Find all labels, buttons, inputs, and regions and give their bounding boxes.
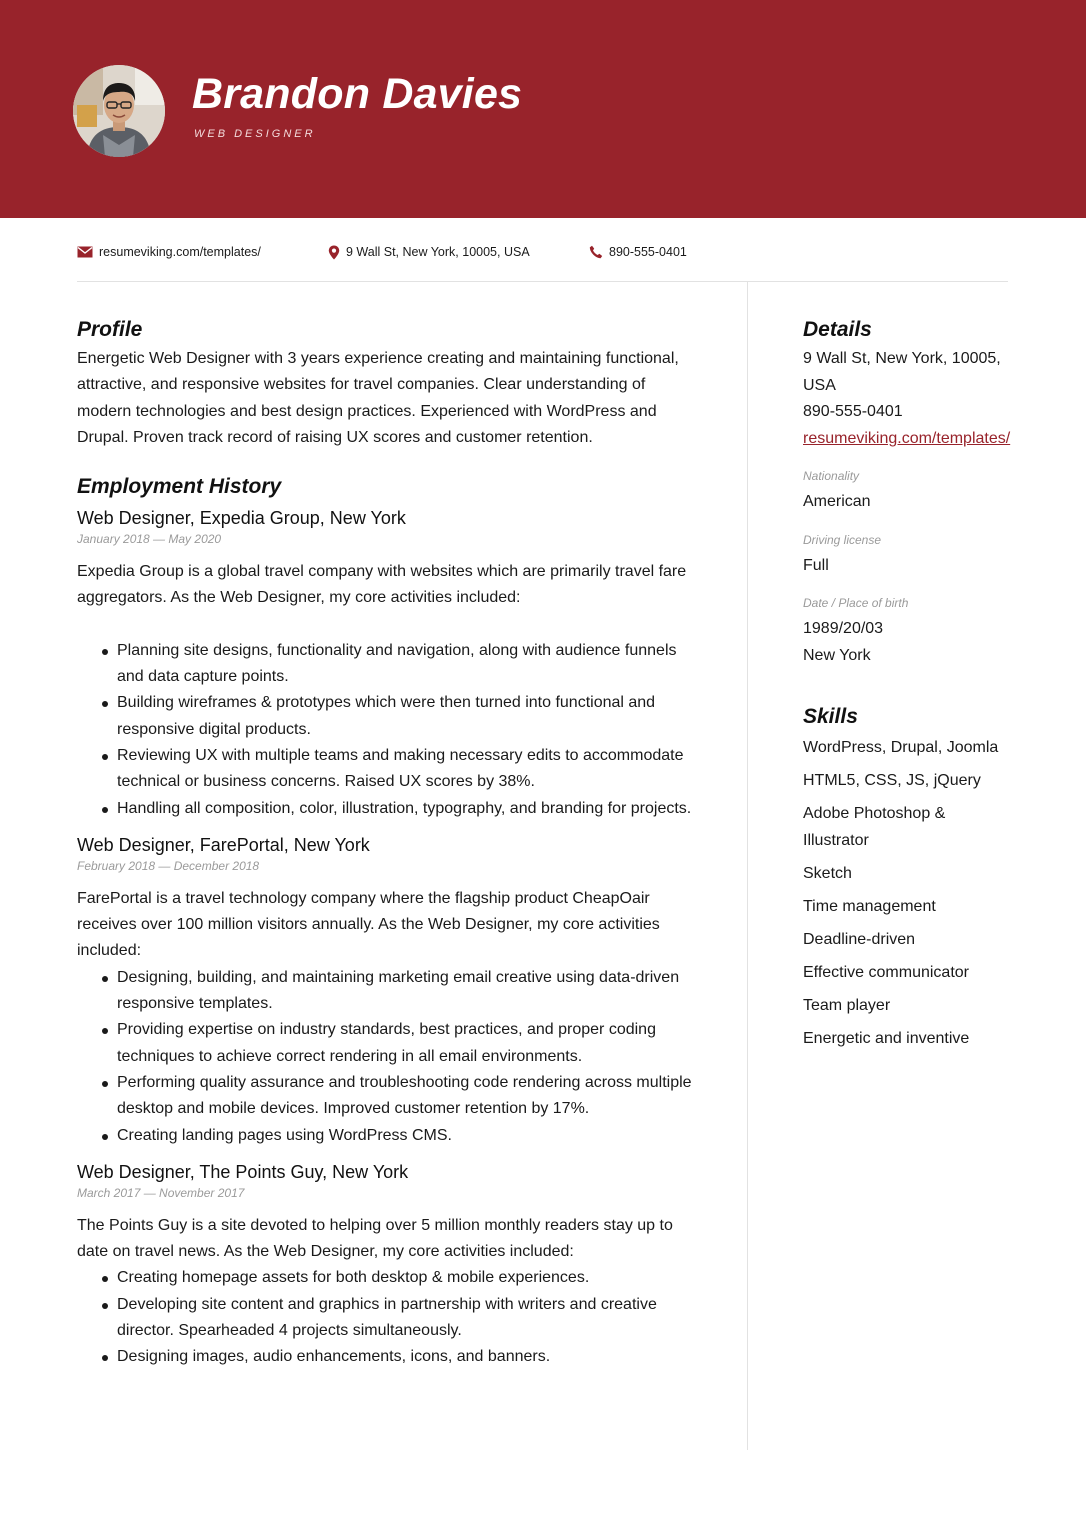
nationality-value: American: [803, 493, 871, 510]
skill-item: Energetic and inventive: [803, 1029, 970, 1047]
job-bullet: Developing site content and graphics in partnership with writers and creative director. Spearheaded 4 projects simultaneously.: [102, 1292, 702, 1345]
column-divider: [747, 282, 748, 1450]
skill-item: HTML5, CSS, JS, jQuery: [803, 772, 981, 789]
profile-section: [77, 316, 702, 451]
job-bullet: Creating homepage assets for both desktop & mobile experiences.: [102, 1265, 702, 1291]
candidate-name: Brandon Davies: [192, 70, 523, 118]
job-bullet: Designing, building, and maintaining marketing email creative using data-driven responsive templates.: [102, 965, 702, 1018]
nationality-label: Nationality: [803, 469, 860, 483]
details-heading: Details: [803, 318, 872, 341]
details-address-line1: 9 Wall St, New York, 10005,: [803, 350, 1001, 367]
job-description: Expedia Group is a global travel company with websites which are primarily travel fare aggregators. As the Web Designer, my core activities included:: [77, 563, 687, 607]
birth-date-value: 1989/20/03: [803, 620, 884, 637]
details-website-link[interactable]: resumeviking.com/templates/: [803, 429, 1011, 447]
skill-item: Adobe Photoshop & Illustrator: [803, 805, 946, 849]
job-title: Web Designer, Expedia Group, New York: [77, 508, 406, 529]
job-entry: [77, 505, 702, 822]
contact-address-text: 9 Wall St, New York, 10005, USA: [346, 245, 530, 259]
skill-item: Team player: [803, 996, 891, 1014]
job-title: Web Designer, The Points Guy, New York: [77, 1161, 409, 1182]
employment-heading: Employment History: [77, 475, 282, 499]
job-entry: [77, 832, 702, 1149]
job-dates: January 2018 — May 2020: [77, 532, 222, 547]
skill-item: Time management: [803, 897, 936, 915]
job-bullets: [102, 965, 702, 1149]
job-bullet: Designing images, audio enhancements, icons, and banners.: [102, 1344, 702, 1370]
contact-website-text[interactable]: resumeviking.com/templates/: [99, 245, 261, 259]
phone-icon: [589, 245, 603, 259]
profile-heading: Profile: [77, 318, 143, 341]
details-address-line2: USA: [803, 376, 836, 394]
contact-website[interactable]: [77, 243, 261, 261]
job-bullets: [102, 638, 702, 822]
skill-item: Sketch: [803, 864, 852, 882]
contact-phone-text: 890-555-0401: [609, 245, 687, 259]
skill-item: Deadline-driven: [803, 930, 916, 948]
job-bullet: Creating landing pages using WordPress CMS.: [102, 1123, 702, 1149]
job-bullet: Performing quality assurance and troubleshooting code rendering across multiple desktop and mobile devices. Improved customer retention by 17%.: [102, 1070, 702, 1123]
job-description: The Points Guy is a site devoted to helping over 5 million monthly readers stay up to date on travel news. As the Web Designer, my core activities included:: [77, 1216, 673, 1261]
job-description: FarePortal is a travel technology company where the flagship product CheapOair receives over 100 million visitors annually. As the Web Designer, my core activities included:: [77, 889, 660, 960]
main-column: [77, 316, 702, 1381]
license-label: Driving license: [803, 532, 882, 547]
job-entry: [77, 1159, 702, 1371]
job-dates: February 2018 — December 2018: [77, 858, 260, 873]
skills-section: [803, 703, 1043, 1052]
avatar: [73, 65, 165, 157]
skills-heading: Skills: [803, 705, 858, 728]
job-bullet: Providing expertise on industry standards, best practices, and proper coding techniques to achieve correct rendering in all email environments.: [102, 1017, 702, 1070]
contact-phone: [589, 243, 687, 261]
header-divider: [77, 281, 1008, 282]
details-section: [803, 316, 1043, 669]
side-column: [803, 316, 1043, 1059]
skills-list: [803, 735, 1043, 1052]
license-value: Full: [803, 556, 829, 574]
job-title: Web Designer, FarePortal, New York: [77, 834, 370, 855]
header-banner: [0, 0, 1086, 218]
employment-section: [77, 473, 702, 1370]
job-bullet: Handling all composition, color, illustration, typography, and branding for projects.: [102, 796, 702, 822]
contact-address: [328, 243, 530, 261]
details-phone: 890-555-0401: [803, 403, 903, 420]
job-dates: March 2017 — November 2017: [77, 1185, 245, 1200]
profile-text: Energetic Web Designer with 3 years experience creating and maintaining functional, attractive, and responsive websites for travel companies. Clear understanding of modern technologies and best design practices. Experienced with WordPress and Drupal. Proven track record of raising UX scores and customer retention.: [77, 350, 679, 446]
job-bullets: [102, 1265, 702, 1370]
birth-label: Date / Place of birth: [803, 596, 909, 610]
birth-place-value: New York: [803, 646, 871, 664]
map-pin-icon: [328, 245, 340, 260]
job-bullet: Planning site designs, functionality and navigation, along with audience funnels and data capture points.: [102, 638, 702, 691]
job-bullet: Reviewing UX with multiple teams and making necessary edits to accommodate technical or business concerns. Raised UX scores by 38%.: [102, 743, 702, 796]
job-role: WEB DESIGNER: [194, 128, 316, 140]
skill-item: WordPress, Drupal, Joomla: [803, 739, 999, 756]
job-bullet: Building wireframes & prototypes which were then turned into functional and responsive digital products.: [102, 690, 702, 743]
envelope-icon: [77, 246, 93, 258]
skill-item: Effective communicator: [803, 963, 969, 981]
